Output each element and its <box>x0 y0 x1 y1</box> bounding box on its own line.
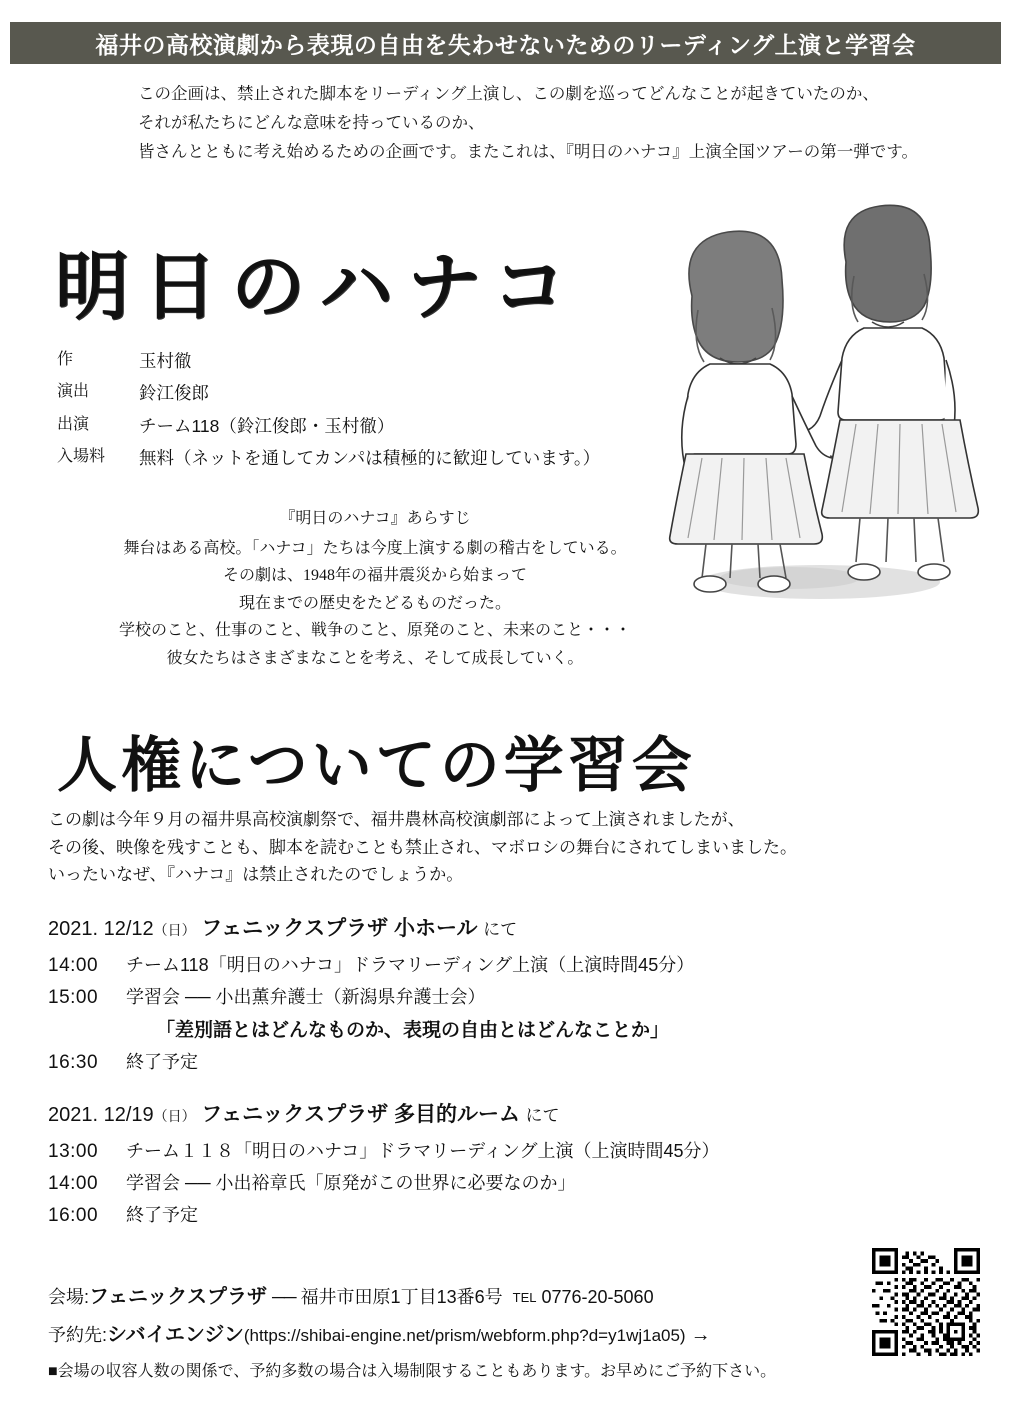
credit-label: 入場料 <box>57 448 106 466</box>
schedule-desc: 学習会 ── 小出薫弁護士 <box>126 987 324 1007</box>
schedule-header <box>48 912 968 942</box>
credit-value: チーム118 <box>139 415 220 436</box>
schedule-item <box>48 983 968 1009</box>
schedule-time: 16:30 <box>48 1052 99 1073</box>
credit-value: 玉村徹 <box>139 351 192 371</box>
reservation-line <box>48 1316 878 1354</box>
schedule-desc-note: （上演時間45分） <box>573 1141 720 1161</box>
credit-value: 鈴江俊郎 <box>139 383 209 404</box>
schedule-time: 14:00 <box>48 955 99 976</box>
venue-dash: ── <box>272 1287 296 1307</box>
section-paragraph <box>48 806 948 889</box>
intro-line-2: それが私たちにどんな意味を持っているのか、 <box>138 113 485 132</box>
credits-block <box>57 345 600 475</box>
two-girls-illustration <box>640 200 1000 620</box>
page-title: 福井の高校演劇から表現の自由を失わせないためのリーディング上演と学習会 <box>95 31 916 58</box>
schedule-header <box>48 1098 968 1128</box>
schedule-block-2 <box>48 1098 968 1233</box>
schedule-date: 2021. 12/12 <box>48 918 154 940</box>
schedule-at: にて <box>483 920 518 939</box>
credit-value: 無料（ネットを通してカンパは積極的に歓迎しています。） <box>139 448 601 469</box>
venue-line <box>48 1278 878 1316</box>
schedule-desc: チーム118「明日のハナコ」ドラマリーディング上演 <box>126 955 549 975</box>
intro-line-3: 皆さんとともに考え始めるための企画です。またこれは、『明日のハナコ』上演全国ツアーの第一弾です。 <box>138 142 918 161</box>
section-para-line-2: その後、映像を残すことも、脚本を読むことも禁止され、マボロシの舞台にされてしまいました。 <box>48 837 798 857</box>
venue-name: フェニックスプラザ <box>89 1286 268 1308</box>
intro-paragraph <box>138 80 978 167</box>
credit-label: 演出 <box>57 383 90 401</box>
schedule-quote: 「差別語とはどんなものか、表現の自由とはどんなことか」 <box>156 1020 670 1041</box>
schedule-desc: 終了予定 <box>126 1052 198 1072</box>
credit-row <box>57 345 600 377</box>
tel-label: TEL <box>512 1290 537 1305</box>
schedule-item <box>48 951 968 977</box>
credit-row <box>57 377 600 409</box>
capacity-note: ■会場の収容人数の関係で、予約多数の場合は入場制限することもあります。お早めにご予約下さい。 <box>48 1363 777 1380</box>
synopsis-line: 彼女たちはさまざまなことを考え、そして成長していく。 <box>166 649 584 667</box>
qr-code[interactable] <box>872 1248 980 1356</box>
credit-label: 出演 <box>57 415 90 433</box>
schedule-desc: チーム１１８「明日のハナコ」ドラマリーディング上演 <box>126 1141 574 1161</box>
schedule-desc-note: （上演時間45分） <box>548 955 695 975</box>
play-title: 明日のハナコ <box>55 244 581 330</box>
schedule-dow: （日） <box>153 1108 196 1124</box>
section-heading-jinken: 人権についての学習会 <box>57 731 696 801</box>
schedule-time: 16:00 <box>48 1205 99 1226</box>
schedule-item <box>48 1169 968 1195</box>
schedule-block-1 <box>48 912 968 1080</box>
schedule-time: 13:00 <box>48 1141 99 1162</box>
intro-line-1: この企画は、禁止された脚本をリーディング上演し、この劇を巡ってどんなことが起きていたのか、 <box>138 85 879 103</box>
header-banner <box>10 22 1001 64</box>
credit-label: 作 <box>57 351 74 368</box>
synopsis-line: 学校のこと、仕事のこと、戦争のこと、原発のこと、未来のこと・・・ <box>118 622 631 640</box>
section-para-line-1: この劇は今年９月の福井県高校演劇祭で、福井農林高校演劇部によって上演されましたが、 <box>48 810 745 829</box>
schedule-at: にて <box>525 1106 560 1125</box>
venue-address: 福井市田原1丁目13番6号 <box>300 1287 503 1307</box>
section-para-line-3: いったいなぜ、『ハナコ』は禁止されたのでしょうか。 <box>48 865 464 885</box>
schedule-item-end <box>48 1048 968 1074</box>
reserve-name: シバイエンジン <box>107 1324 244 1346</box>
schedule-desc-bold: 「原発がこの世界に必要なのか」 <box>305 1173 576 1193</box>
synopsis-block <box>95 505 655 672</box>
schedule-dow: （日） <box>153 922 196 938</box>
synopsis-line: 舞台はある高校。「ハナコ」たちは今度上演する劇の稽古をしている。 <box>123 539 627 557</box>
credit-row <box>57 442 600 474</box>
schedule-venue: フェニックスプラザ 小ホール <box>201 917 478 940</box>
footer-info <box>48 1278 878 1354</box>
schedule-item <box>48 1137 968 1163</box>
schedule-desc: 学習会 ── 小出裕章氏 <box>126 1173 306 1193</box>
arrow-right-icon: → <box>690 1324 711 1346</box>
credit-row <box>57 410 600 442</box>
synopsis-line: その劇は、1948年の福井震災から始まって <box>222 567 527 585</box>
credit-note: （鈴江俊郎・玉村徹） <box>219 415 395 436</box>
schedule-venue: フェニックスプラザ 多目的ルーム <box>201 1103 520 1126</box>
schedule-time: 15:00 <box>48 987 99 1008</box>
schedule-item-end <box>48 1201 968 1227</box>
tel-number: 0776-20-5060 <box>541 1287 654 1307</box>
schedule-time: 14:00 <box>48 1173 99 1194</box>
synopsis-heading: 『明日のハナコ』あらすじ <box>279 510 471 527</box>
reserve-label: 予約先: <box>48 1325 108 1345</box>
synopsis-line: 現在までの歴史をたどるものだった。 <box>238 594 511 612</box>
schedule-date: 2021. 12/19 <box>48 1104 154 1126</box>
reserve-url[interactable]: (https://shibai-engine.net/prism/webform.php?d=y1wj1a05) <box>243 1326 686 1345</box>
venue-label: 会場: <box>48 1287 90 1307</box>
schedule-desc: 終了予定 <box>126 1205 198 1225</box>
schedule-desc-note: （新潟県弁護士会） <box>323 987 486 1007</box>
